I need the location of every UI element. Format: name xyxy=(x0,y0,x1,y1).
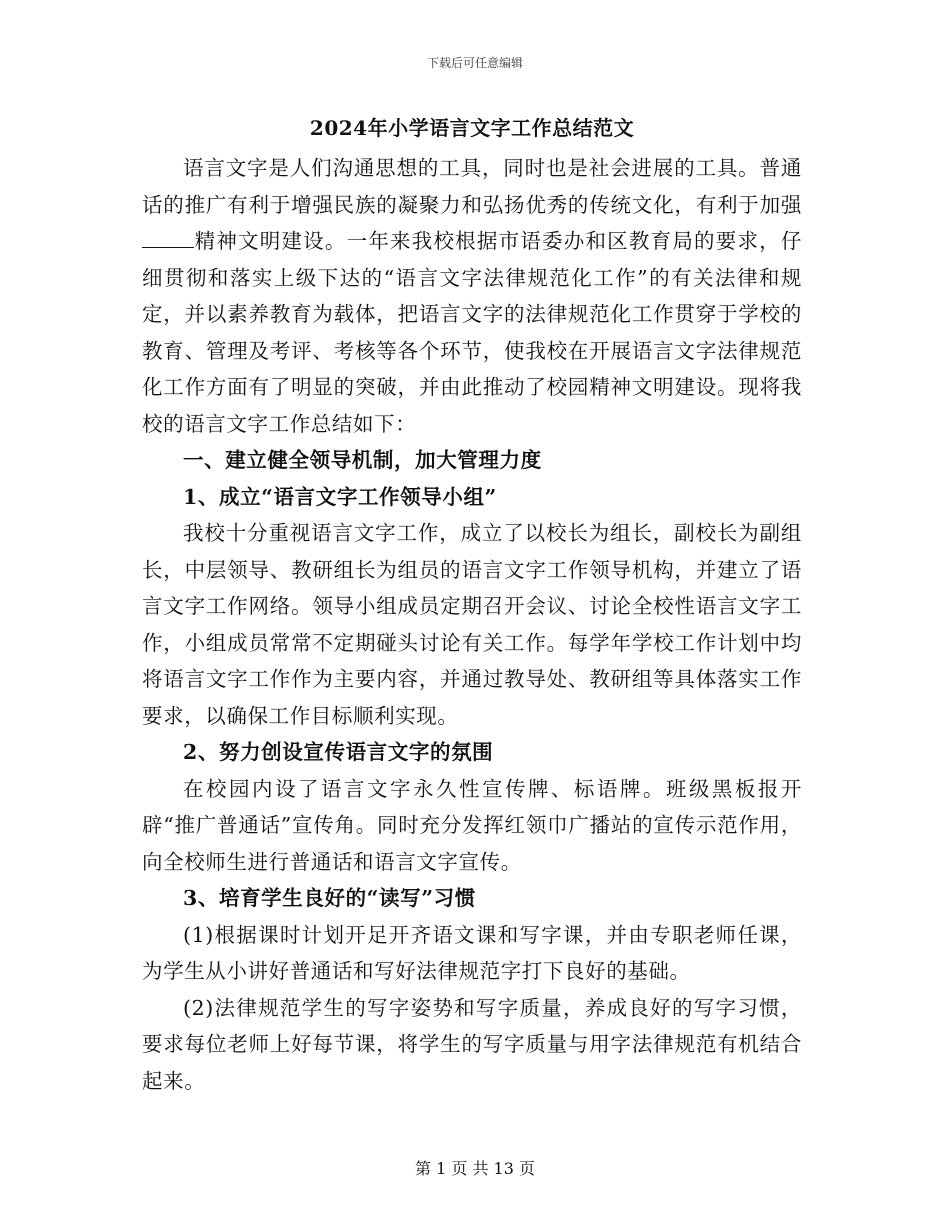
section-heading-1: 一、建立健全领导机制，加大管理力度 xyxy=(183,448,542,472)
intro-paragraph xyxy=(142,150,802,442)
subsection-heading-2: 2、努力创设宣传语言文字的氛围 xyxy=(183,740,494,764)
document-body xyxy=(142,112,802,1099)
subsection-heading-3: 3、培育学生良好的“读写”习惯 xyxy=(183,886,476,910)
document-title: 2024年小学语言文字工作总结范文 xyxy=(309,116,635,140)
list-item-1: (1)根据课时计划开足开齐语文课和写字课，并由专职老师任课，为学生从小讲好普通话和写好法律规范字打下良好的基础。 xyxy=(142,922,802,983)
subsection-heading-1: 1、成立“语言文字工作领导小组” xyxy=(183,484,497,509)
page-number: 第 1 页 共 13 页 xyxy=(415,1159,535,1178)
list-item-2: (2)法律规范学生的写字姿势和写字质量，养成良好的写字习惯，要求每位老师上好每节课，将学生的写字质量与用字法律规范有机结合起来。 xyxy=(142,995,802,1093)
page-header-note: 下载后可任意编辑 xyxy=(426,56,523,70)
fill-in-blank xyxy=(142,225,194,248)
intro-text-part1: 语言文字是人们沟通思想的工具，同时也是社会进展的工具。普通话的推广有利于增强民族的凝聚力和弘扬优秀的传统文化，有利于加强 xyxy=(142,156,802,217)
subsection-paragraph-1: 我校十分重视语言文字工作，成立了以校长为组长，副校长为副组长，中层领导、教研组长为组员的语言文字工作领导机构，并建立了语言文字工作网络。领导小组成员定期召开会议、讨论全校性语言文字工作，小组成员常常不定期碰头讨论有关工作。每学年学校工作计划中均将语言文字工作作为主要内容，并通过教导处、教研组等具体落实工作要求，以确保工作目标顺利实现。 xyxy=(142,521,802,728)
subsection-paragraph-2: 在校园内设了语言文字永久性宣传牌、标语牌。班级黑板报开辟“推广普通话”宣传角。同时充分发挥红领巾广播站的宣传示范作用，向全校师生进行普通话和语言文字宣传。 xyxy=(142,776,802,874)
intro-text-part2: 精神文明建设。一年来我校根据市语委办和区教育局的要求，仔细贯彻和落实上级下达的“语言文字法律规范化工作”的有关法律和规定，并以素养教育为载体，把语言文字的法律规范化工作贯穿于学校的教育、管理及考评、考核等各个环节，使我校在开展语言文字法律规范化工作方面有了明显的突破，并由此推动了校园精神文明建设。现将我校的语言文字工作总结如下： xyxy=(142,229,802,436)
